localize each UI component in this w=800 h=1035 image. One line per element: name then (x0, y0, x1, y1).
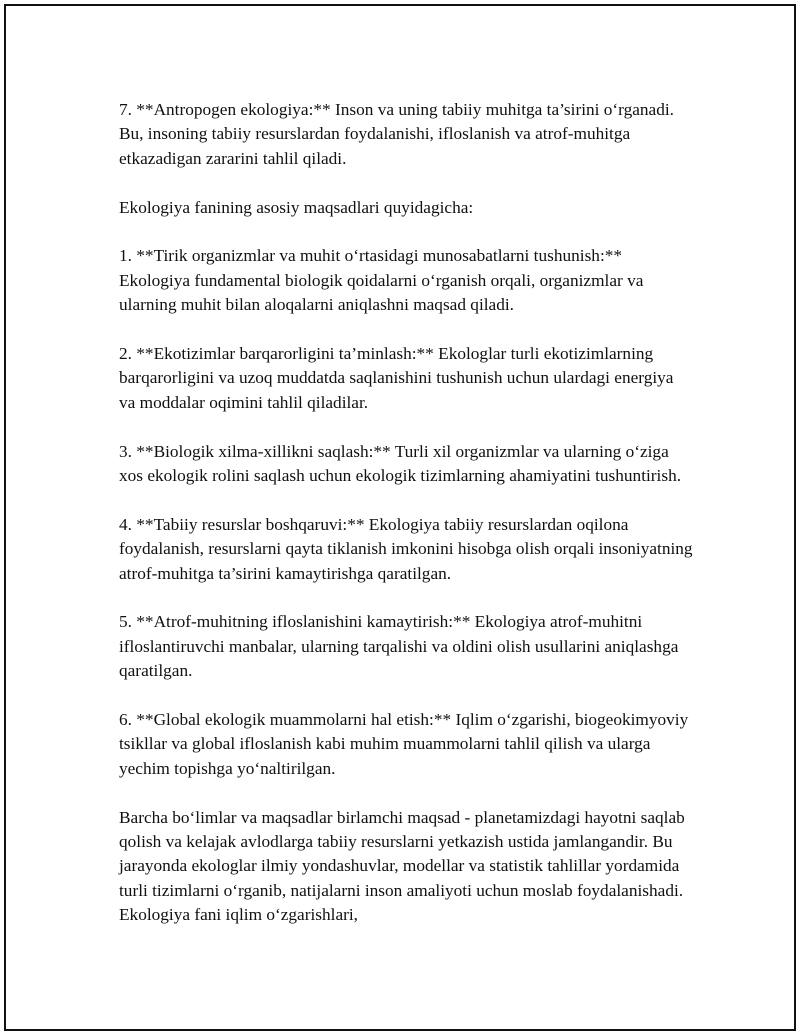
paragraph-goal-4: 4. **Tabiiy resurslar boshqaruvi:** Ekologiya tabiiy resurslardan oqilona foydalanish, resurslarni qayta tiklanish imkonini hisobga olish orqali insoniyatning atrof-muhitga ta’sirini kamaytirishga qaratilgan. (119, 514, 693, 583)
paragraph-goal-2: 2. **Ekotizimlar barqarorligini ta’minlash:** Ekologlar turli ekotizimlarning barqarorligini va uzoq muddatda saqlanishini tushunish uchun ulardagi energiya va moddalar oqimini tahlil qiladilar. (119, 344, 674, 412)
paragraph-goal-5: 5. **Atrof-muhitning ifloslanishini kamaytirish:** Ekologiya atrof-muhitni ifloslantiruvchi manbalar, ularning tarqalishi va oldini olish usullarini aniqlashga qaratilgan. (119, 612, 679, 681)
paragraph-antropogen-ekologiya: 7. **Antropogen ekologiya:** Inson va uning tabiiy muhitga ta’sirini o‘rganadi. Bu, insoning tabiiy resurslardan foydalanishi, ifloslanish va atrof-muhitga etkazadigan zararini tahlil qiladi. (119, 100, 674, 168)
page-frame (4, 4, 796, 1031)
paragraph-goals-intro: Ekologiya fanining asosiy maqsadlari quyidagicha: (119, 197, 474, 217)
document-body (119, 98, 694, 952)
paragraph-goal-1: 1. **Tirik organizmlar va muhit o‘rtasidagi munosabatlarni tushunish:** Ekologiya fundamental biologik qoidalarni o‘rganish orqali, organizmlar va ularning muhit bilan aloqalarni aniqlashni maqsad qiladi. (119, 246, 644, 315)
paragraph-conclusion: Barcha bo‘limlar va maqsadlar birlamchi maqsad - planetamizdagi hayotni saqlab qolish va kelajak avlodlarga tabiiy resurslarni yetkazish ustida jamlangandir. Bu jarayonda ekologlar ilmiy yondashuvlar, modellar va statistik tahlillar yordamida turli tizimlarni o‘rganib, natijalarni inson amaliyoti uchun moslab foydalanishadi. Ekologiya fani iqlim o‘zgarishlari, (119, 807, 685, 925)
paragraph-goal-6: 6. **Global ekologik muammolarni hal etish:** Iqlim o‘zgarishi, biogeokimyoviy tsikllar va global ifloslanish kabi muhim muammolarni tahlil qilish va ularga yechim topishga yo‘naltirilgan. (119, 710, 689, 778)
paragraph-goal-3: 3. **Biologik xilma-xillikni saqlash:** Turli xil organizmlar va ularning o‘ziga xos ekologik rolini saqlash uchun ekologik tizimlarning ahamiyatini tushuntirish. (119, 441, 682, 486)
